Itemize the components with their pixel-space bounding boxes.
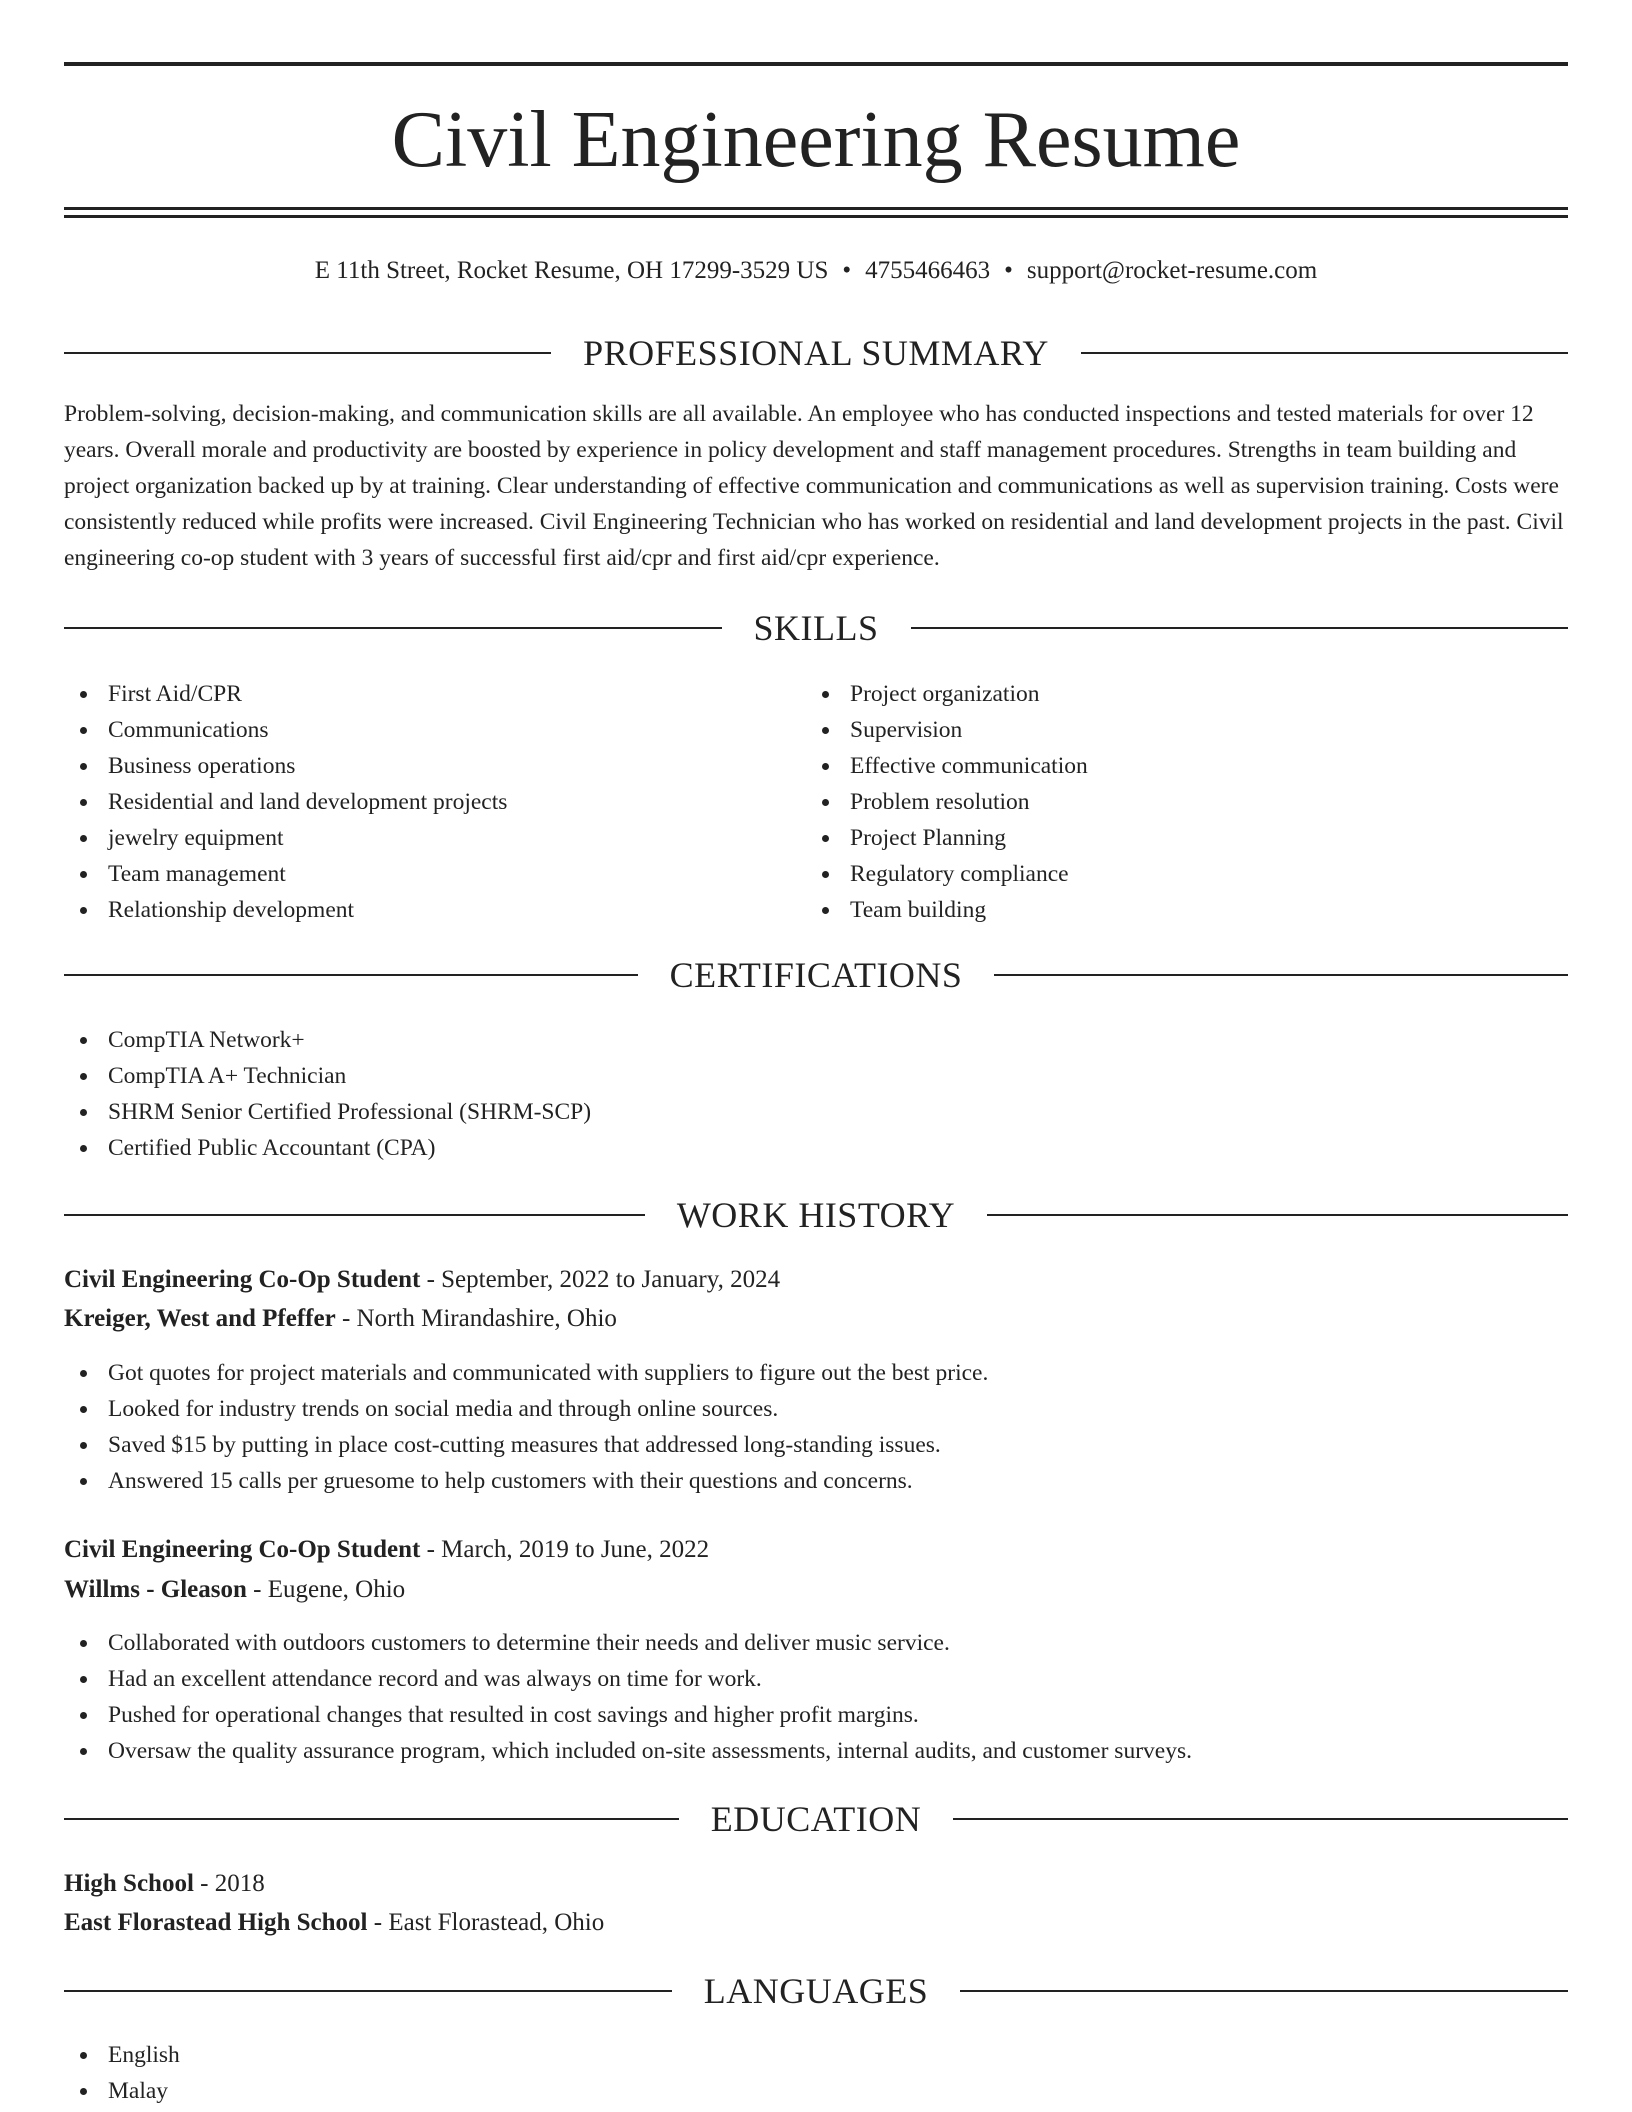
education-degree: High School [64,1870,194,1897]
job-title-line [64,1531,1568,1569]
job-company-line [64,1300,1568,1338]
language-item: English [64,2037,1568,2073]
skill-item: Business operations [64,748,784,784]
contact-separator: • [1004,257,1013,284]
education-degree-line [64,1865,1568,1903]
education-year: - 2018 [193,1870,265,1897]
certification-item: CompTIA A+ Technician [64,1058,1568,1094]
heading-rule [64,352,551,354]
heading-rule [64,974,638,976]
heading-rule [953,1818,1568,1820]
skill-item: Team building [806,892,1546,928]
job-company: Willms - Gleason [64,1576,247,1603]
heading-rule [64,1818,679,1820]
heading-rule [994,974,1568,976]
title-rule-upper [64,207,1568,210]
job-role: Civil Engineering Co-Op Student [64,1536,421,1563]
job-duty-item: Saved $15 by putting in place cost-cutting measures that addressed long-standing issues. [64,1427,1568,1463]
job-location: - North Mirandashire, Ohio [335,1305,617,1332]
skill-item: First Aid/CPR [64,676,784,712]
job-dates: - March, 2019 to June, 2022 [420,1536,710,1563]
heading-rule [987,1214,1568,1216]
education-location: - East Florastead, Ohio [367,1909,605,1936]
title-rule-lower [64,215,1568,218]
contact-line [64,254,1568,288]
section-heading-certifications [64,953,1568,997]
job-duties-list [64,1355,1568,1499]
job-company-line [64,1571,1568,1609]
skill-item: Relationship development [64,892,784,928]
language-item: Malay [64,2073,1568,2109]
heading-rule [64,1214,645,1216]
contact-separator: • [842,257,852,284]
languages-list [64,2037,1568,2109]
heading-label: PROFESSIONAL SUMMARY [583,333,1049,373]
heading-rule [1081,352,1568,354]
heading-rule [64,627,722,629]
job-duty-item: Collaborated with outdoors customers to determine their needs and deliver music service. [64,1625,1568,1661]
education-school: East Florastead High School [64,1909,368,1936]
heading-label: CERTIFICATIONS [669,955,963,995]
section-heading-languages [64,1969,1568,2013]
job-duty-item: Had an excellent attendance record and was always on time for work. [64,1661,1568,1697]
contact-address: E 11th Street, Rocket Resume, OH 17299-3529 US [314,257,829,284]
skill-item: Supervision [806,712,1546,748]
job-location: - Eugene, Ohio [246,1576,406,1603]
skill-item: Project Planning [806,820,1546,856]
contact-email: support@rocket-resume.com [1026,257,1318,284]
top-rule [64,62,1568,66]
job-duty-item: Oversaw the quality assurance program, which included on-site assessments, internal audits, and customer surveys. [64,1733,1568,1769]
section-heading-skills [64,606,1568,650]
job-dates: - September, 2022 to January, 2024 [420,1266,781,1293]
heading-rule [64,1990,672,1992]
heading-rule [960,1990,1568,1992]
skill-item: Team management [64,856,784,892]
heading-label: LANGUAGES [703,1971,929,2011]
certification-item: CompTIA Network+ [64,1022,1568,1058]
skill-item: Project organization [806,676,1546,712]
skill-item: Communications [64,712,784,748]
job-duty-item: Got quotes for project materials and communicated with suppliers to figure out the best price. [64,1355,1568,1391]
job-title-line [64,1261,1568,1299]
heading-rule [911,627,1569,629]
job-duty-item: Looked for industry trends on social media and through online sources. [64,1391,1568,1427]
heading-label: WORK HISTORY [676,1195,956,1235]
job-company: Kreiger, West and Pfeffer [64,1305,336,1332]
job-duty-item: Pushed for operational changes that resulted in cost savings and higher profit margins. [64,1697,1568,1733]
skills-list-right [806,676,1546,928]
skill-item: jewelry equipment [64,820,784,856]
section-heading-summary [64,331,1568,375]
certification-item: Certified Public Accountant (CPA) [64,1130,1568,1166]
contact-phone: 4755466463 [865,257,991,284]
certification-item: SHRM Senior Certified Professional (SHRM-SCP) [64,1094,1568,1130]
section-heading-education [64,1797,1568,1841]
education-school-line [64,1904,1568,1942]
job-role: Civil Engineering Co-Op Student [64,1266,421,1293]
skills-list-left [64,676,784,928]
skill-item: Problem resolution [806,784,1546,820]
summary-text: Problem-solving, decision-making, and communication skills are all available. An employee who has conducted inspections and tested materials for over 12 years. Overall morale and productivity are boosted by experience in policy development and staff management procedures. Strengths in team building and project organization backed up by at training. Clear understanding of effective communication and communications as well as supervision training. Costs were consistently reduced while profits were increased. Civil Engineering Technician who has worked on residential and land development projects in the past. Civil engineering co-op student with 3 years of successful first aid/cpr and first aid/cpr experience. [64,401,1564,571]
section-heading-work-history [64,1193,1568,1237]
heading-label: SKILLS [753,608,879,648]
job-duty-item: Answered 15 calls per gruesome to help customers with their questions and concerns. [64,1463,1568,1499]
skill-item: Residential and land development projects [64,784,784,820]
resume-title: Civil Engineering Resume [391,96,1241,184]
job-duties-list [64,1625,1568,1769]
certifications-list [64,1022,1568,1166]
skill-item: Effective communication [806,748,1546,784]
skill-item: Regulatory compliance [806,856,1546,892]
heading-label: EDUCATION [710,1799,922,1839]
